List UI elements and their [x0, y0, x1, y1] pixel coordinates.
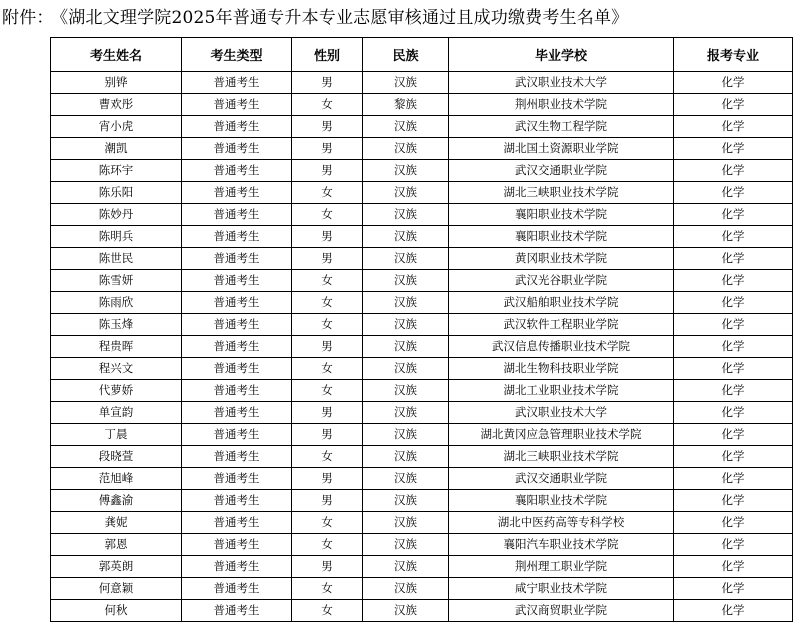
cell-major: 化学: [674, 512, 793, 534]
cell-major: 化学: [674, 204, 793, 226]
cell-ethnicity: 汉族: [363, 160, 449, 182]
table-row: [51, 402, 793, 424]
table-header-row: [51, 38, 793, 72]
cell-sex: 女: [292, 182, 363, 204]
cell-school: 荆州理工职业学院: [449, 556, 674, 578]
cell-ethnicity: 汉族: [363, 490, 449, 512]
cell-type: 普通考生: [182, 226, 292, 248]
cell-sex: 女: [292, 204, 363, 226]
cell-name: 宵小虎: [51, 116, 182, 138]
cell-major: 化学: [674, 358, 793, 380]
cell-sex: 男: [292, 556, 363, 578]
table-row: [51, 72, 793, 94]
cell-type: 普通考生: [182, 270, 292, 292]
cell-ethnicity: 汉族: [363, 270, 449, 292]
table-row: [51, 226, 793, 248]
cell-ethnicity: 汉族: [363, 292, 449, 314]
cell-ethnicity: 汉族: [363, 402, 449, 424]
cell-sex: 女: [292, 534, 363, 556]
cell-name: 郭英朗: [51, 556, 182, 578]
cell-sex: 男: [292, 226, 363, 248]
cell-sex: 女: [292, 380, 363, 402]
cell-name: 龚妮: [51, 512, 182, 534]
table-row: [51, 248, 793, 270]
cell-name: 曹欢彤: [51, 94, 182, 116]
cell-school: 武汉职业技术大学: [449, 72, 674, 94]
cell-name: 程兴文: [51, 358, 182, 380]
table-row: [51, 490, 793, 512]
cell-type: 普通考生: [182, 380, 292, 402]
cell-name: 陈乐阳: [51, 182, 182, 204]
cell-type: 普通考生: [182, 534, 292, 556]
table-row: [51, 380, 793, 402]
cell-type: 普通考生: [182, 578, 292, 600]
cell-school: 武汉交通职业学院: [449, 160, 674, 182]
cell-ethnicity: 汉族: [363, 72, 449, 94]
cell-major: 化学: [674, 116, 793, 138]
cell-major: 化学: [674, 600, 793, 622]
cell-sex: 男: [292, 138, 363, 160]
cell-sex: 男: [292, 248, 363, 270]
cell-ethnicity: 汉族: [363, 138, 449, 160]
cell-major: 化学: [674, 446, 793, 468]
cell-ethnicity: 汉族: [363, 336, 449, 358]
table-row: [51, 270, 793, 292]
cell-major: 化学: [674, 468, 793, 490]
cell-name: 丁晨: [51, 424, 182, 446]
cell-school: 黄冈职业技术学院: [449, 248, 674, 270]
cell-sex: 女: [292, 512, 363, 534]
cell-ethnicity: 汉族: [363, 358, 449, 380]
header-name: 考生姓名: [51, 38, 182, 72]
header-school: 毕业学校: [449, 38, 674, 72]
header-major: 报考专业: [674, 38, 793, 72]
cell-sex: 男: [292, 424, 363, 446]
cell-major: 化学: [674, 226, 793, 248]
cell-school: 武汉职业技术大学: [449, 402, 674, 424]
cell-school: 湖北工业职业技术学院: [449, 380, 674, 402]
cell-ethnicity: 汉族: [363, 534, 449, 556]
table-row: [51, 138, 793, 160]
cell-name: 何秋: [51, 600, 182, 622]
cell-name: 段晓萱: [51, 446, 182, 468]
cell-major: 化学: [674, 424, 793, 446]
table-row: [51, 578, 793, 600]
cell-name: 单宣韵: [51, 402, 182, 424]
cell-school: 武汉商贸职业学院: [449, 600, 674, 622]
cell-type: 普通考生: [182, 138, 292, 160]
cell-type: 普通考生: [182, 182, 292, 204]
cell-major: 化学: [674, 314, 793, 336]
cell-name: 郭恩: [51, 534, 182, 556]
cell-ethnicity: 汉族: [363, 226, 449, 248]
cell-type: 普通考生: [182, 468, 292, 490]
cell-school: 湖北三峡职业技术学院: [449, 446, 674, 468]
table-row: [51, 534, 793, 556]
cell-type: 普通考生: [182, 424, 292, 446]
cell-school: 湖北黄冈应急管理职业技术学院: [449, 424, 674, 446]
cell-school: 咸宁职业技术学院: [449, 578, 674, 600]
cell-name: 代萝娇: [51, 380, 182, 402]
cell-name: 范旭峰: [51, 468, 182, 490]
cell-school: 襄阳汽车职业技术学院: [449, 534, 674, 556]
cell-name: 陈雪妍: [51, 270, 182, 292]
cell-major: 化学: [674, 182, 793, 204]
cell-type: 普通考生: [182, 490, 292, 512]
cell-sex: 女: [292, 292, 363, 314]
cell-school: 荆州职业技术学院: [449, 94, 674, 116]
cell-sex: 男: [292, 490, 363, 512]
cell-sex: 女: [292, 94, 363, 116]
student-list-table: [50, 37, 793, 622]
cell-school: 武汉信息传播职业技术学院: [449, 336, 674, 358]
table-row: [51, 116, 793, 138]
cell-school: 湖北中医药高等专科学校: [449, 512, 674, 534]
cell-ethnicity: 汉族: [363, 600, 449, 622]
cell-ethnicity: 汉族: [363, 424, 449, 446]
cell-ethnicity: 汉族: [363, 380, 449, 402]
cell-type: 普通考生: [182, 556, 292, 578]
cell-name: 别铧: [51, 72, 182, 94]
cell-major: 化学: [674, 138, 793, 160]
cell-type: 普通考生: [182, 292, 292, 314]
title-text: 《湖北文理学院2025年普通专升本专业志愿审核通过且成功缴费考生名单》: [59, 8, 629, 28]
cell-type: 普通考生: [182, 358, 292, 380]
cell-major: 化学: [674, 490, 793, 512]
cell-sex: 男: [292, 336, 363, 358]
table-row: [51, 182, 793, 204]
cell-sex: 男: [292, 160, 363, 182]
cell-ethnicity: 汉族: [363, 556, 449, 578]
cell-name: 陈雨欣: [51, 292, 182, 314]
cell-major: 化学: [674, 336, 793, 358]
table-row: [51, 600, 793, 622]
cell-type: 普通考生: [182, 336, 292, 358]
cell-sex: 男: [292, 402, 363, 424]
cell-sex: 女: [292, 600, 363, 622]
cell-name: 陈明兵: [51, 226, 182, 248]
cell-sex: 女: [292, 358, 363, 380]
cell-sex: 男: [292, 116, 363, 138]
cell-school: 襄阳职业技术学院: [449, 490, 674, 512]
cell-school: 襄阳职业技术学院: [449, 226, 674, 248]
table-row: [51, 94, 793, 116]
cell-type: 普通考生: [182, 116, 292, 138]
cell-type: 普通考生: [182, 94, 292, 116]
cell-ethnicity: 汉族: [363, 116, 449, 138]
cell-name: 何意颖: [51, 578, 182, 600]
table-row: [51, 446, 793, 468]
cell-ethnicity: 黎族: [363, 94, 449, 116]
cell-school: 襄阳职业技术学院: [449, 204, 674, 226]
cell-ethnicity: 汉族: [363, 182, 449, 204]
cell-type: 普通考生: [182, 600, 292, 622]
cell-type: 普通考生: [182, 248, 292, 270]
cell-major: 化学: [674, 292, 793, 314]
cell-name: 傅鑫渝: [51, 490, 182, 512]
cell-name: 陈环宇: [51, 160, 182, 182]
cell-major: 化学: [674, 72, 793, 94]
table-row: [51, 336, 793, 358]
cell-ethnicity: 汉族: [363, 314, 449, 336]
cell-type: 普通考生: [182, 314, 292, 336]
cell-major: 化学: [674, 402, 793, 424]
cell-school: 武汉光谷职业学院: [449, 270, 674, 292]
title-prefix: 附件：: [2, 8, 54, 28]
table-row: [51, 424, 793, 446]
cell-school: 武汉生物工程学院: [449, 116, 674, 138]
cell-school: 武汉软件工程职业学院: [449, 314, 674, 336]
cell-sex: 女: [292, 578, 363, 600]
cell-ethnicity: 汉族: [363, 578, 449, 600]
table-row: [51, 204, 793, 226]
cell-ethnicity: 汉族: [363, 446, 449, 468]
table-row: [51, 292, 793, 314]
cell-type: 普通考生: [182, 402, 292, 424]
cell-school: 湖北三峡职业技术学院: [449, 182, 674, 204]
cell-name: 潮凯: [51, 138, 182, 160]
cell-sex: 男: [292, 468, 363, 490]
cell-major: 化学: [674, 94, 793, 116]
cell-sex: 女: [292, 446, 363, 468]
cell-type: 普通考生: [182, 204, 292, 226]
cell-type: 普通考生: [182, 446, 292, 468]
cell-major: 化学: [674, 160, 793, 182]
cell-ethnicity: 汉族: [363, 468, 449, 490]
header-ethnicity: 民族: [363, 38, 449, 72]
cell-name: 陈玉烽: [51, 314, 182, 336]
cell-ethnicity: 汉族: [363, 512, 449, 534]
cell-name: 程贵晖: [51, 336, 182, 358]
header-type: 考生类型: [182, 38, 292, 72]
cell-ethnicity: 汉族: [363, 204, 449, 226]
cell-name: 陈妙丹: [51, 204, 182, 226]
document-title: [2, 4, 628, 32]
cell-type: 普通考生: [182, 160, 292, 182]
cell-major: 化学: [674, 248, 793, 270]
cell-school: 武汉船舶职业技术学院: [449, 292, 674, 314]
cell-type: 普通考生: [182, 512, 292, 534]
table-row: [51, 314, 793, 336]
table-row: [51, 512, 793, 534]
cell-school: 湖北生物科技职业学院: [449, 358, 674, 380]
cell-sex: 男: [292, 72, 363, 94]
table-row: [51, 468, 793, 490]
table-row: [51, 358, 793, 380]
cell-major: 化学: [674, 578, 793, 600]
cell-school: 武汉交通职业学院: [449, 468, 674, 490]
table-row: [51, 556, 793, 578]
cell-major: 化学: [674, 556, 793, 578]
cell-major: 化学: [674, 270, 793, 292]
cell-school: 湖北国土资源职业学院: [449, 138, 674, 160]
header-sex: 性别: [292, 38, 363, 72]
cell-name: 陈世民: [51, 248, 182, 270]
cell-ethnicity: 汉族: [363, 248, 449, 270]
cell-major: 化学: [674, 534, 793, 556]
cell-sex: 女: [292, 270, 363, 292]
table-row: [51, 160, 793, 182]
cell-sex: 女: [292, 314, 363, 336]
cell-major: 化学: [674, 380, 793, 402]
cell-type: 普通考生: [182, 72, 292, 94]
